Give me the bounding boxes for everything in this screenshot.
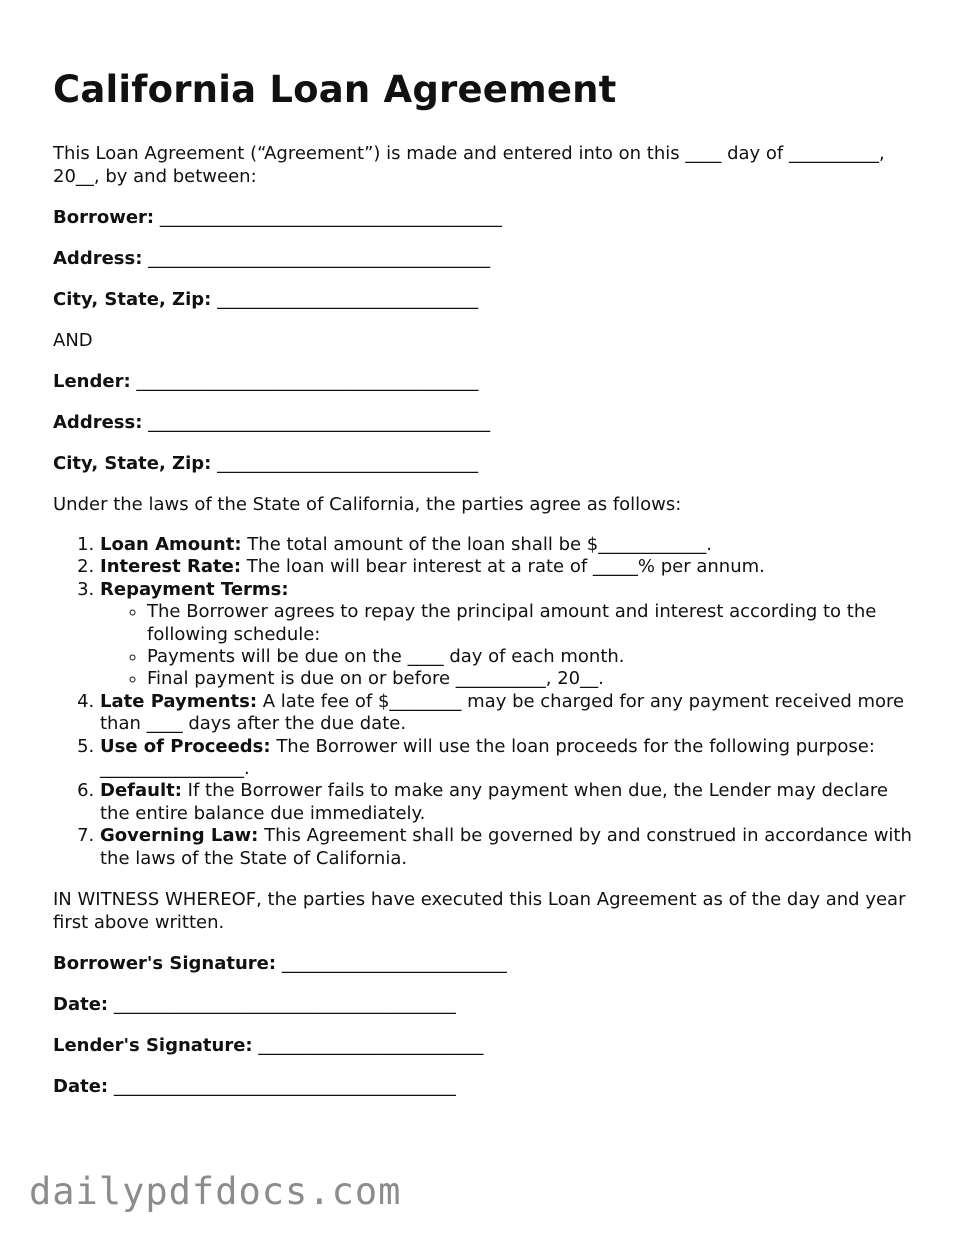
- borrower-signature-label: Borrower's Signature:: [53, 953, 277, 975]
- page-title: California Loan Agreement: [53, 68, 617, 111]
- borrower-city-blank: _____________________________: [217, 289, 479, 310]
- term-governing-law: [100, 825, 913, 870]
- borrower-signature-blank: _________________________: [281, 953, 507, 975]
- term-repayment: [100, 579, 913, 691]
- witness-paragraph: IN WITNESS WHEREOF, the parties have executed this Loan Agreement as of the day and year first above written.: [53, 889, 906, 934]
- borrower-date-field: [53, 993, 913, 1016]
- lender-date-label: Date:: [53, 1076, 109, 1098]
- borrower-date-blank: ______________________________________: [113, 994, 456, 1016]
- lender-date-blank: ______________________________________: [113, 1076, 456, 1098]
- lender-name-label: Lender:: [53, 371, 131, 392]
- term-label: Use of Proceeds:: [100, 735, 271, 757]
- repayment-subitem: ◦ Payments will be due on the ____ day of each month.: [147, 646, 913, 668]
- borrower-address-field: [53, 247, 913, 270]
- lender-city-blank: _____________________________: [217, 453, 479, 474]
- lender-signature-blank: _________________________: [258, 1035, 484, 1057]
- repayment-sublist: [100, 601, 913, 691]
- term-label: Loan Amount:: [100, 534, 242, 555]
- repayment-subitem: ◦ The Borrower agrees to repay the principal amount and interest according to the following schedule:: [147, 601, 913, 646]
- term-use-of-proceeds: [100, 736, 913, 781]
- borrower-name-label: Borrower:: [53, 207, 155, 228]
- term-text: The loan will bear interest at a rate of _____% per annum.: [241, 556, 765, 578]
- preamble-paragraph: Under the laws of the State of California, the parties agree as follows:: [53, 494, 682, 515]
- term-label: Late Payments:: [100, 690, 258, 712]
- term-text: If the Borrower fails to make any payment when due, the Lender may declare the entire balance due immediately.: [100, 780, 888, 824]
- lender-city-label: City, State, Zip:: [53, 453, 212, 474]
- borrower-name-blank: ______________________________________: [159, 207, 502, 228]
- borrower-address-blank: ______________________________________: [148, 248, 491, 269]
- term-late-payments: [100, 691, 913, 736]
- term-text: The total amount of the loan shall be $____________.: [241, 534, 712, 555]
- document-page: [53, 62, 913, 1116]
- lender-city-field: [53, 452, 913, 475]
- borrower-name-field: [53, 206, 913, 229]
- borrower-address-label: Address:: [53, 248, 143, 269]
- term-text: This Agreement shall be governed by and construed in accordance with the laws of the State of California.: [100, 825, 912, 869]
- terms-list: [53, 534, 913, 870]
- term-interest-rate: [100, 556, 913, 578]
- term-text: A late fee of $________ may be charged for any payment received more than ____ days after the due date.: [100, 690, 905, 735]
- term-label: Governing Law:: [100, 825, 259, 847]
- term-default: [100, 780, 913, 825]
- borrower-signature-field: [53, 952, 913, 975]
- lender-address-label: Address:: [53, 412, 143, 433]
- term-label: Repayment Terms:: [100, 578, 289, 600]
- lender-signature-field: [53, 1034, 913, 1057]
- lender-address-field: [53, 411, 913, 434]
- lender-name-field: [53, 370, 913, 393]
- lender-date-field: [53, 1075, 913, 1098]
- repayment-subitem: ◦ Final payment is due on or before __________, 20__.: [147, 668, 913, 690]
- lender-address-blank: ______________________________________: [148, 412, 491, 433]
- lender-signature-label: Lender's Signature:: [53, 1035, 253, 1057]
- term-label: Interest Rate:: [100, 556, 242, 578]
- intro-paragraph: This Loan Agreement (“Agreement”) is made and entered into on this ____ day of __________, 20__, by and between:: [53, 143, 885, 187]
- watermark: dailypdfdocs.com: [29, 1170, 402, 1213]
- term-label: Default:: [100, 780, 182, 802]
- term-loan-amount: [100, 534, 913, 556]
- and-separator: AND: [53, 330, 93, 351]
- term-text: The Borrower will use the loan proceeds for the following purpose: ________________.: [100, 735, 875, 780]
- borrower-city-label: City, State, Zip:: [53, 289, 212, 310]
- borrower-city-field: [53, 288, 913, 311]
- borrower-date-label: Date:: [53, 994, 109, 1016]
- lender-name-blank: ______________________________________: [136, 371, 479, 392]
